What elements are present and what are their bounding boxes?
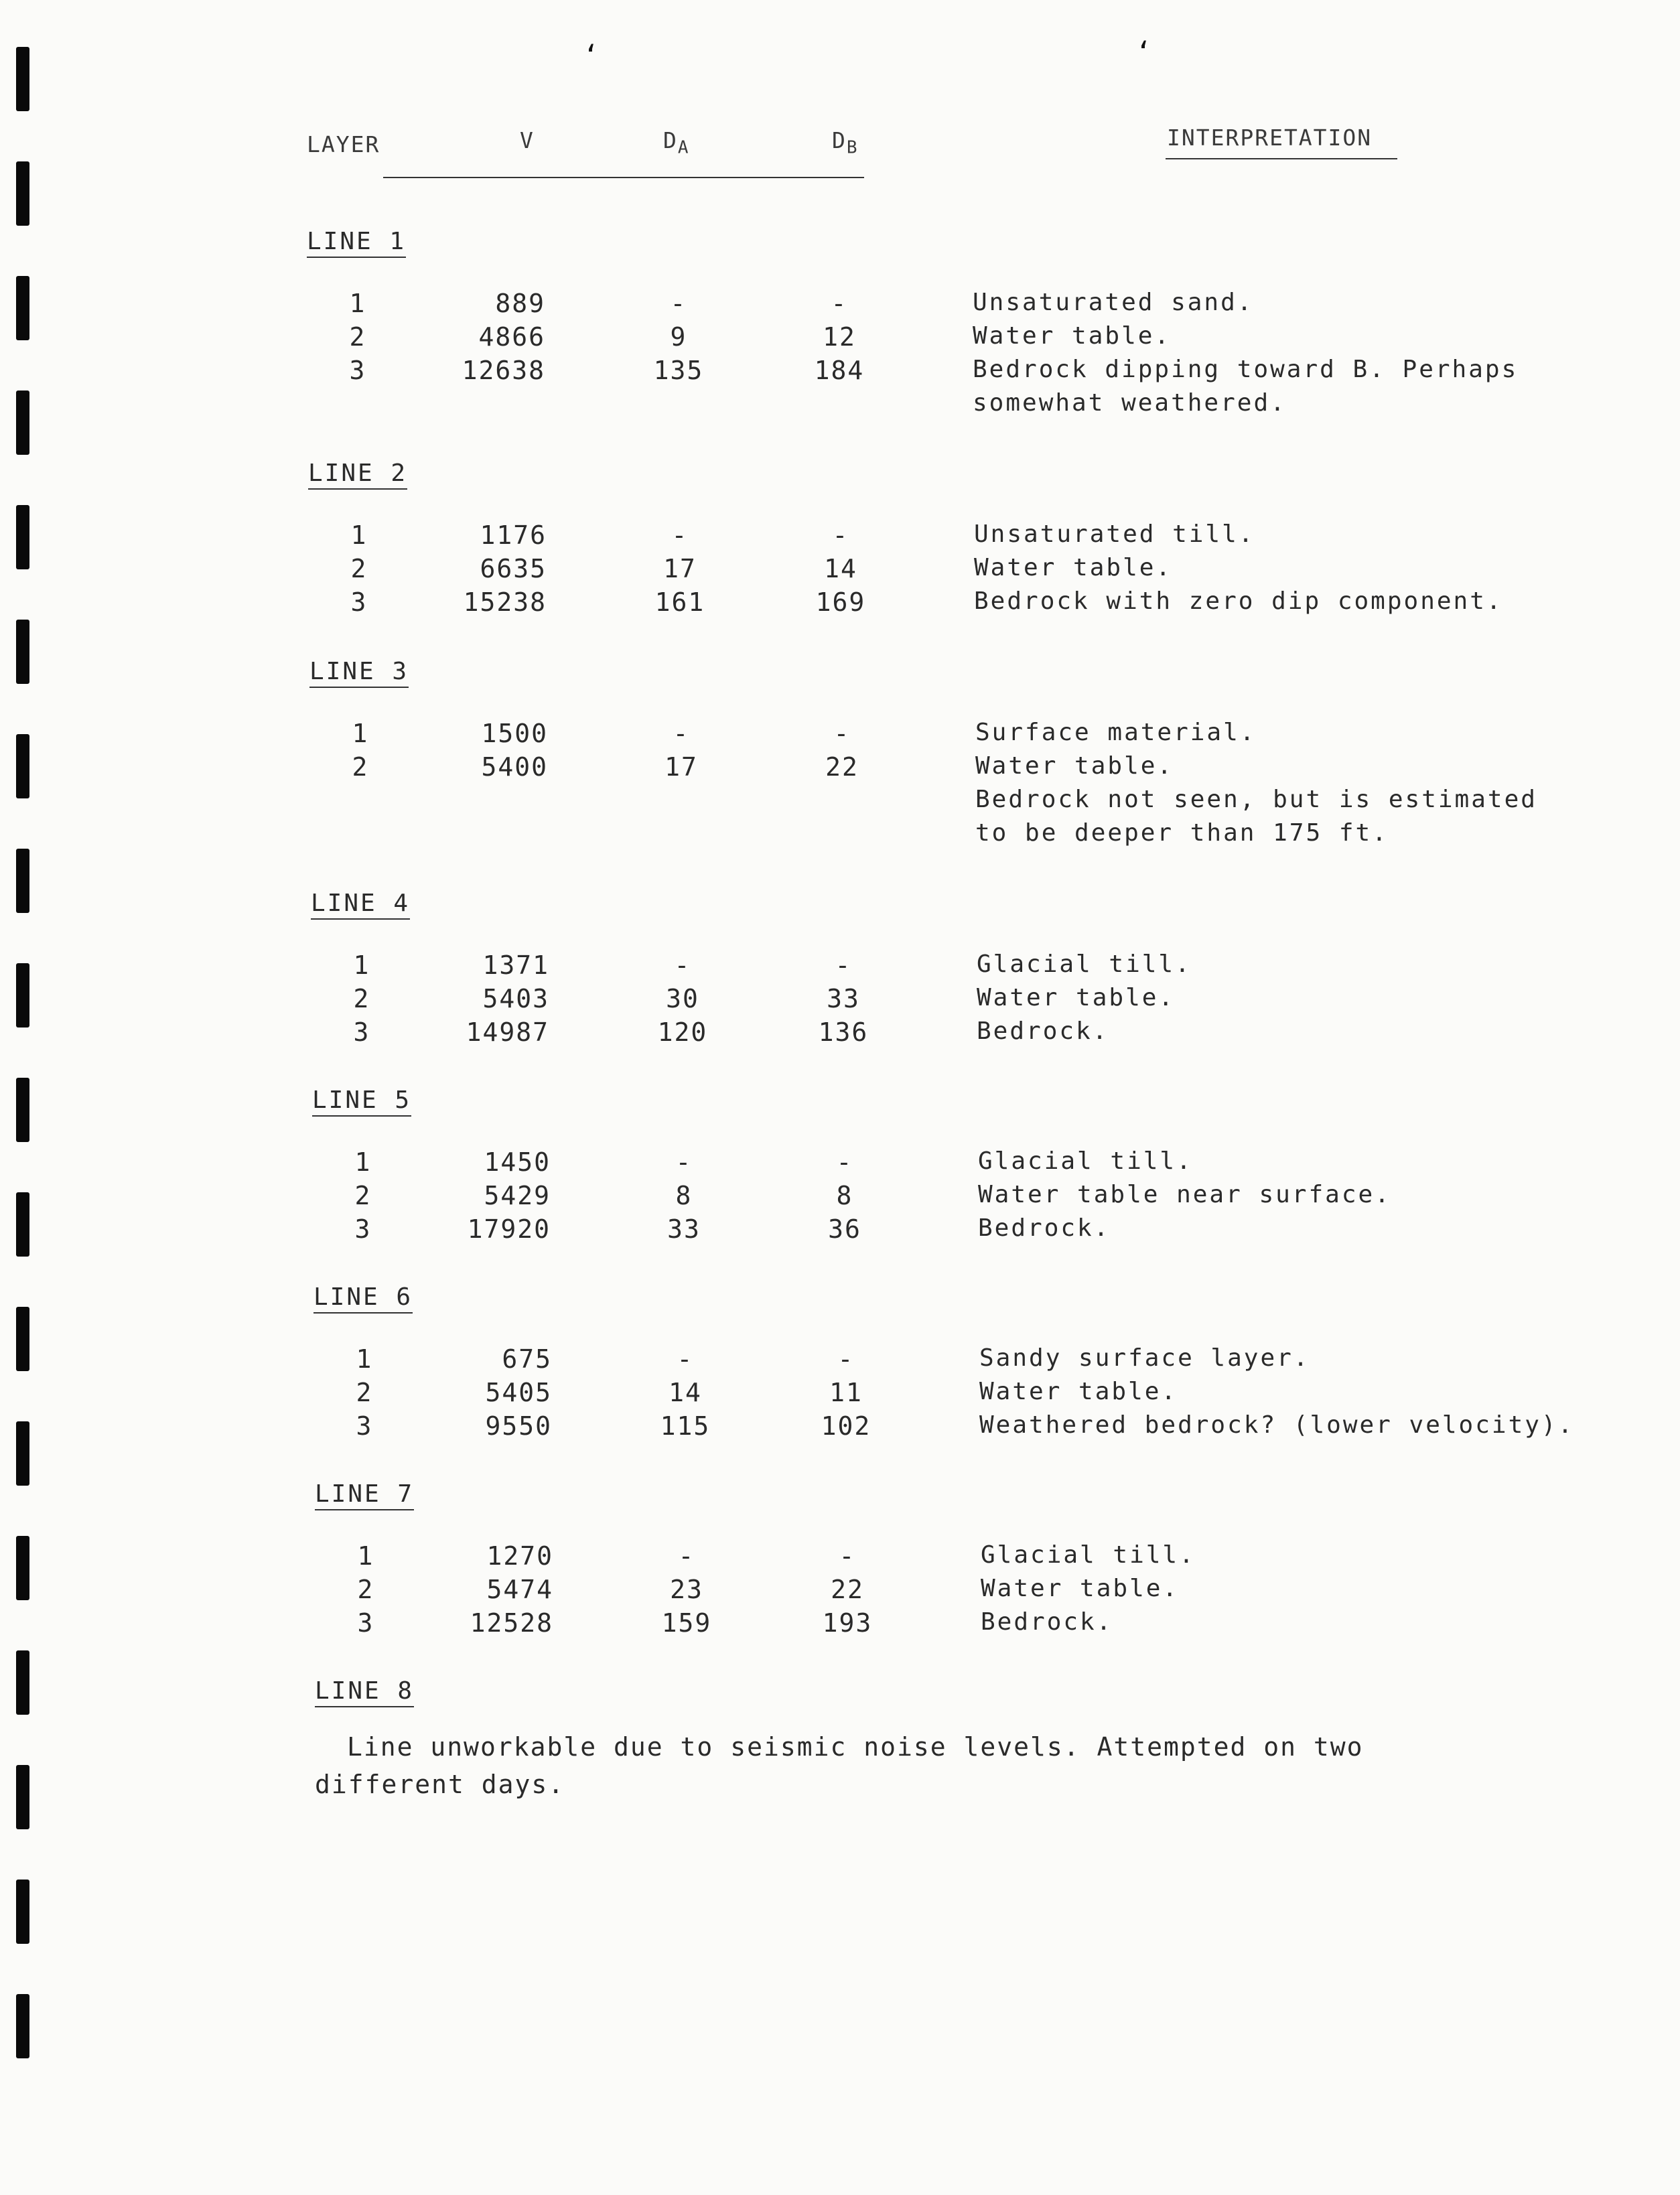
interpretation-cell: Weathered bedrock? (lower velocity). bbox=[979, 1411, 1575, 1439]
depth-b-cell: 22 bbox=[831, 1575, 864, 1604]
line-label: LINE 6 bbox=[313, 1283, 413, 1314]
velocity-cell: 12528 bbox=[470, 1608, 553, 1638]
line-label: LINE 8 bbox=[315, 1677, 414, 1707]
depth-a-cell: - bbox=[677, 1344, 694, 1374]
header-rule bbox=[383, 177, 864, 178]
depth-a-cell: - bbox=[671, 520, 689, 550]
table-row bbox=[315, 1608, 1621, 1642]
header-sub-a: A bbox=[677, 137, 690, 158]
depth-a-cell: - bbox=[678, 1541, 695, 1571]
velocity-cell: 5400 bbox=[481, 752, 548, 782]
velocity-cell: 1500 bbox=[481, 719, 548, 748]
depth-a-cell: - bbox=[670, 289, 687, 318]
layer-cell: 1 bbox=[350, 520, 368, 550]
depth-b-cell: 33 bbox=[827, 984, 860, 1013]
velocity-cell: 4866 bbox=[478, 322, 545, 352]
interpretation-cell: Bedrock. bbox=[977, 1017, 1109, 1045]
table-row bbox=[309, 786, 1616, 819]
layer-cell: 2 bbox=[352, 752, 369, 782]
interpretation-cell: Sandy surface layer. bbox=[979, 1344, 1310, 1372]
depth-a-cell: 120 bbox=[657, 1017, 708, 1047]
layer-rows bbox=[315, 1541, 1621, 1642]
layer-rows bbox=[313, 1344, 1620, 1445]
velocity-cell: 1450 bbox=[484, 1147, 551, 1177]
binding-hole bbox=[16, 505, 29, 569]
interpretation-cell: Glacial till. bbox=[978, 1147, 1193, 1175]
line-label: LINE 2 bbox=[308, 459, 407, 490]
line-section bbox=[312, 1086, 1618, 1248]
binding-holes bbox=[0, 0, 67, 2195]
velocity-cell: 1176 bbox=[480, 520, 547, 550]
binding-hole bbox=[16, 734, 29, 798]
interpretation-cell: Glacial till. bbox=[981, 1541, 1196, 1569]
line-label: LINE 3 bbox=[309, 658, 409, 688]
velocity-cell: 5474 bbox=[486, 1575, 553, 1604]
header-interpretation: INTERPRETATION bbox=[1167, 125, 1373, 151]
depth-b-cell: 12 bbox=[823, 322, 856, 352]
binding-hole bbox=[16, 1880, 29, 1944]
interpretation-cell: Bedrock not seen, but is estimated bbox=[975, 786, 1537, 813]
velocity-cell: 15238 bbox=[463, 587, 547, 617]
table-row bbox=[309, 819, 1616, 853]
line-section bbox=[313, 1283, 1620, 1445]
depth-b-cell: - bbox=[835, 950, 852, 980]
binding-hole bbox=[16, 1307, 29, 1371]
depth-b-cell: 193 bbox=[822, 1608, 873, 1638]
layer-cell: 2 bbox=[357, 1575, 374, 1604]
depth-b-cell: 184 bbox=[814, 356, 865, 385]
header-d-letter: D bbox=[832, 127, 847, 153]
table-row bbox=[309, 752, 1616, 786]
depth-b-cell: 102 bbox=[821, 1411, 871, 1441]
binding-hole bbox=[16, 849, 29, 913]
interpretation-cell: Bedrock dipping toward B. Perhaps bbox=[973, 356, 1519, 383]
table-row bbox=[311, 1017, 1617, 1051]
interpretation-cell: Water table. bbox=[981, 1575, 1180, 1602]
layer-cell: 1 bbox=[353, 950, 370, 980]
table-row bbox=[307, 322, 1613, 356]
depth-a-cell: - bbox=[674, 950, 691, 980]
header-layer: LAYER bbox=[307, 131, 380, 157]
interpretation-cell: Water table. bbox=[979, 1378, 1178, 1405]
velocity-cell: 5429 bbox=[484, 1181, 551, 1210]
layer-rows bbox=[312, 1147, 1618, 1248]
depth-a-cell: 9 bbox=[670, 322, 687, 352]
note-line: Line unworkable due to seismic noise levels. Attempted on two bbox=[347, 1732, 1364, 1762]
binding-hole bbox=[16, 47, 29, 111]
depth-a-cell: 23 bbox=[670, 1575, 703, 1604]
binding-hole bbox=[16, 1421, 29, 1486]
table-row bbox=[312, 1147, 1618, 1181]
depth-a-cell: - bbox=[675, 1147, 693, 1177]
depth-b-cell: - bbox=[831, 289, 848, 318]
velocity-cell: 9550 bbox=[485, 1411, 552, 1441]
line-section bbox=[315, 1480, 1621, 1642]
velocity-cell: 5405 bbox=[485, 1378, 552, 1407]
layer-rows bbox=[307, 289, 1613, 423]
interpretation-cell: Surface material. bbox=[975, 719, 1257, 746]
interpretation-cell: Bedrock. bbox=[981, 1608, 1113, 1636]
depth-a-cell: 30 bbox=[666, 984, 699, 1013]
header-d-letter: D bbox=[663, 127, 678, 153]
velocity-cell: 1371 bbox=[482, 950, 549, 980]
velocity-cell: 6635 bbox=[480, 554, 547, 583]
depth-b-cell: 169 bbox=[815, 587, 866, 617]
layer-rows bbox=[309, 719, 1616, 853]
line-section bbox=[309, 658, 1616, 853]
binding-hole bbox=[16, 1192, 29, 1257]
layer-cell: 1 bbox=[352, 719, 369, 748]
depth-a-cell: 161 bbox=[654, 587, 705, 617]
layer-cell: 2 bbox=[349, 322, 366, 352]
binding-hole bbox=[16, 620, 29, 684]
header-v: V bbox=[520, 127, 535, 153]
binding-hole bbox=[16, 1994, 29, 2058]
depth-a-cell: 14 bbox=[669, 1378, 702, 1407]
velocity-cell: 12638 bbox=[462, 356, 545, 385]
binding-hole bbox=[16, 1765, 29, 1829]
table-row bbox=[307, 389, 1613, 423]
interpretation-cell: to be deeper than 175 ft. bbox=[975, 819, 1389, 847]
depth-b-cell: - bbox=[839, 1541, 856, 1571]
table-row bbox=[313, 1411, 1620, 1445]
table-row bbox=[311, 950, 1617, 984]
velocity-cell: 5403 bbox=[482, 984, 549, 1013]
binding-hole bbox=[16, 1650, 29, 1715]
depth-a-cell: 17 bbox=[663, 554, 697, 583]
depth-a-cell: 17 bbox=[664, 752, 698, 782]
line-section bbox=[307, 228, 1613, 423]
table-row bbox=[313, 1344, 1620, 1378]
line-label: LINE 5 bbox=[312, 1086, 411, 1117]
layer-cell: 1 bbox=[354, 1147, 372, 1177]
line-section bbox=[311, 890, 1617, 1051]
depth-a-cell: - bbox=[673, 719, 690, 748]
table-row bbox=[308, 520, 1614, 554]
layer-cell: 3 bbox=[350, 587, 368, 617]
interpretation-cell: Water table. bbox=[974, 554, 1173, 581]
line-8-note bbox=[315, 1728, 1454, 1803]
interpretation-cell: Bedrock with zero dip component. bbox=[974, 587, 1503, 615]
depth-b-cell: - bbox=[833, 719, 851, 748]
layer-cell: 2 bbox=[353, 984, 370, 1013]
velocity-cell: 14987 bbox=[466, 1017, 549, 1047]
layer-cell: 1 bbox=[357, 1541, 374, 1571]
interpretation-cell: Water table. bbox=[977, 984, 1176, 1011]
table-row bbox=[312, 1214, 1618, 1248]
table-row bbox=[313, 1378, 1620, 1411]
layer-cell: 2 bbox=[354, 1181, 372, 1210]
line-label: LINE 7 bbox=[315, 1480, 414, 1510]
depth-b-cell: 8 bbox=[836, 1181, 853, 1210]
depth-a-cell: 115 bbox=[660, 1411, 711, 1441]
depth-b-cell: 136 bbox=[818, 1017, 869, 1047]
layer-cell: 3 bbox=[349, 356, 366, 385]
layer-cell: 3 bbox=[356, 1411, 373, 1441]
layer-cell: 1 bbox=[349, 289, 366, 318]
binding-hole bbox=[16, 161, 29, 226]
depth-b-cell: 11 bbox=[829, 1378, 863, 1407]
binding-hole bbox=[16, 963, 29, 1028]
layer-cell: 3 bbox=[354, 1214, 372, 1244]
header-db bbox=[832, 127, 859, 158]
layer-rows bbox=[308, 520, 1614, 621]
depth-b-cell: 22 bbox=[825, 752, 859, 782]
line-section bbox=[308, 459, 1614, 621]
table-row bbox=[315, 1575, 1621, 1608]
interpretation-cell: Water table. bbox=[975, 752, 1174, 780]
corner-tick-mark: ‘ bbox=[1135, 37, 1152, 68]
binding-hole bbox=[16, 1078, 29, 1142]
velocity-cell: 17920 bbox=[467, 1214, 551, 1244]
corner-tick-mark: ‘ bbox=[583, 40, 600, 71]
layer-cell: 3 bbox=[357, 1608, 374, 1638]
depth-a-cell: 33 bbox=[667, 1214, 701, 1244]
table-row bbox=[308, 554, 1614, 587]
table-row bbox=[309, 719, 1616, 752]
interpretation-cell: Bedrock. bbox=[978, 1214, 1111, 1242]
interpretation-rule bbox=[1166, 158, 1397, 159]
binding-hole bbox=[16, 391, 29, 455]
line-label: LINE 1 bbox=[307, 228, 406, 258]
velocity-cell: 889 bbox=[495, 289, 545, 318]
note-line: different days. bbox=[315, 1770, 565, 1799]
depth-a-cell: 159 bbox=[661, 1608, 712, 1638]
binding-hole bbox=[16, 276, 29, 340]
depth-b-cell: 14 bbox=[824, 554, 857, 583]
header-da bbox=[663, 127, 690, 158]
interpretation-cell: Glacial till. bbox=[977, 950, 1192, 978]
table-row bbox=[307, 289, 1613, 322]
depth-a-cell: 135 bbox=[653, 356, 704, 385]
depth-b-cell: - bbox=[832, 520, 849, 550]
interpretation-cell: Water table. bbox=[973, 322, 1172, 350]
layer-cell: 1 bbox=[356, 1344, 373, 1374]
depth-b-cell: - bbox=[837, 1344, 855, 1374]
interpretation-cell: Unsaturated till. bbox=[974, 520, 1255, 548]
layer-cell: 2 bbox=[350, 554, 368, 583]
line-8-section bbox=[315, 1677, 1621, 1707]
interpretation-cell: Unsaturated sand. bbox=[973, 289, 1254, 316]
table-row bbox=[315, 1541, 1621, 1575]
velocity-cell: 1270 bbox=[486, 1541, 553, 1571]
depth-b-cell: - bbox=[836, 1147, 853, 1177]
table-row bbox=[308, 587, 1614, 621]
depth-a-cell: 8 bbox=[675, 1181, 693, 1210]
table-row bbox=[307, 356, 1613, 389]
depth-b-cell: 36 bbox=[828, 1214, 861, 1244]
line-label: LINE 4 bbox=[311, 890, 410, 920]
table-row bbox=[311, 984, 1617, 1017]
layer-cell: 2 bbox=[356, 1378, 373, 1407]
layer-rows bbox=[311, 950, 1617, 1051]
interpretation-cell: somewhat weathered. bbox=[973, 389, 1287, 417]
header-sub-b: B bbox=[846, 137, 859, 158]
velocity-cell: 675 bbox=[502, 1344, 552, 1374]
table-row bbox=[312, 1181, 1618, 1214]
binding-hole bbox=[16, 1536, 29, 1600]
layer-cell: 3 bbox=[353, 1017, 370, 1047]
interpretation-cell: Water table near surface. bbox=[978, 1181, 1391, 1208]
